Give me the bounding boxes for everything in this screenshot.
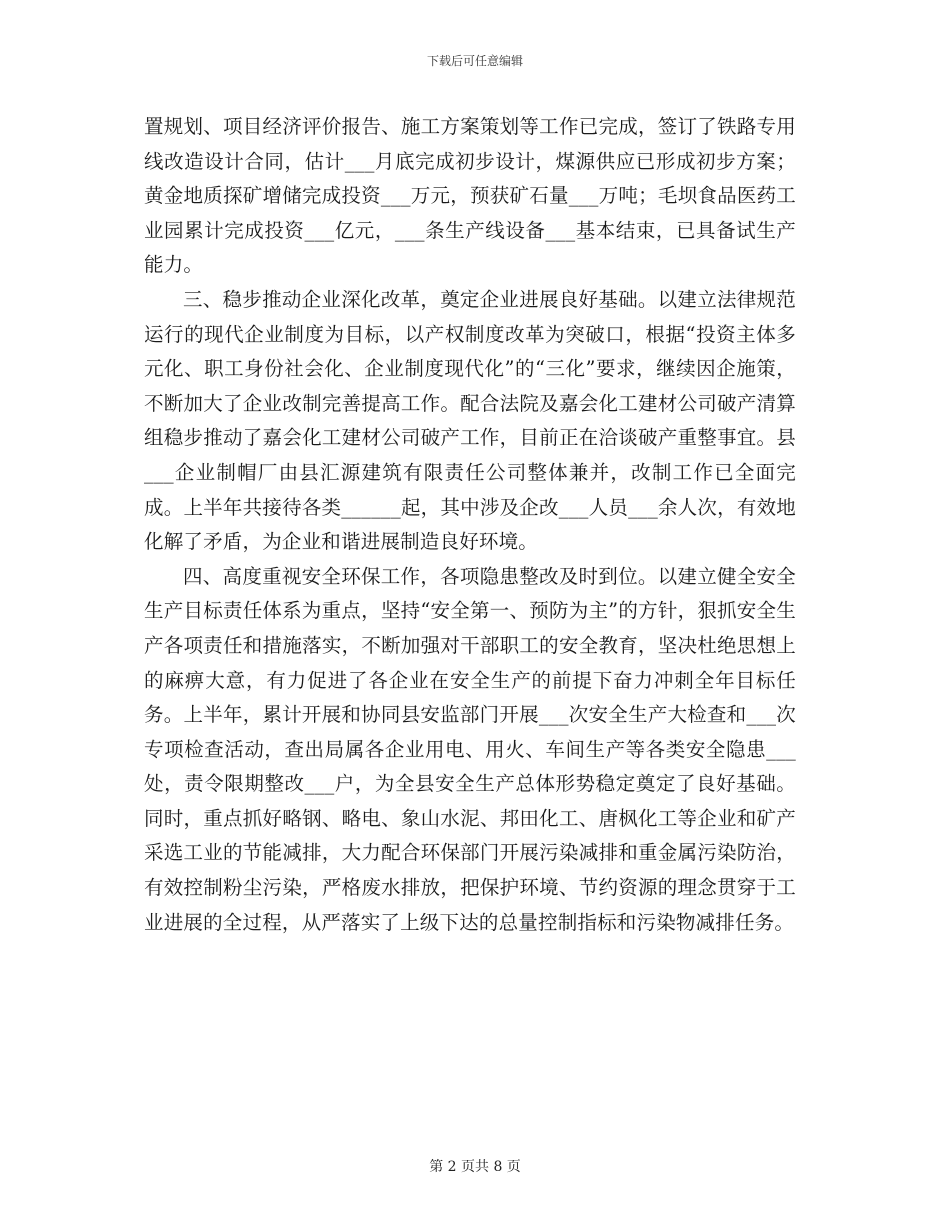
paragraph-continued: 置规划、项目经济评价报告、施工方案策划等工作已完成，签订了铁路专用线改造设计合同，估计___月底完成初步设计，煤源供应已形成初步方案；黄金地质探矿增储完成投资___万元，预获矿石量___万吨；毛坝食品医药工业园累计完成投资___亿元，___条生产线设备___基本结束，已具备试生产能力。 <box>144 115 796 277</box>
paragraph-safety-environment: 四、高度重视安全环保工作，各项隐患整改及时到位。以建立健全安全生产目标责任体系为重点，坚持“安全第一、预防为主”的方针，狠抓安全生产各项责任和措施落实，不断加强对干部职工的安全教育，坚决杜绝思想上的麻痹大意，有力促进了各企业在安全生产的前提下奋力冲刺全年目标任务。上半年，累计开展和协同县安监部门开展___次安全生产大检查和___次专项检查活动，查出局属各企业用电、用火、车间生产等各类安全隐患___处，责令限期整改___户，为全县安全生产总体形势稳定奠定了良好基础。同时，重点抓好略钢、略电、象山水泥、邦田化工、唐枫化工等企业和矿产采选工业的节能减排，大力配合环保部门开展污染减排和重金属污染防治，有效控制粉尘污染，严格废水排放，把保护环境、节约资源的理念贯穿于工业进展的全过程，从严落实了上级下达的总量控制指标和污染物减排任务。 <box>144 564 796 934</box>
paragraph-enterprise-reform: 三、稳步推动企业深化改革，奠定企业进展良好基础。以建立法律规范运行的现代企业制度为目标，以产权制度改革为突破口，根据“投资主体多元化、职工身份社会化、企业制度现代化”的“三化”要求，继续因企施策，不断加大了企业改制完善提高工作。配合法院及嘉会化工建材公司破产清算组稳步推动了嘉会化工建材公司破产工作，目前正在洽谈破产重整事宜。县___企业制帽厂由县汇源建筑有限责任公司整体兼并，改制工作已全面完成。上半年共接待各类______起，其中涉及企改___人员___余人次，有效地化解了矛盾，为企业和谐进展制造良好环境。 <box>144 287 796 554</box>
page-header: 下载后可任意编辑 <box>426 54 523 68</box>
page-footer: 第 2 页共 8 页 <box>429 1159 521 1175</box>
document-body <box>144 110 796 940</box>
